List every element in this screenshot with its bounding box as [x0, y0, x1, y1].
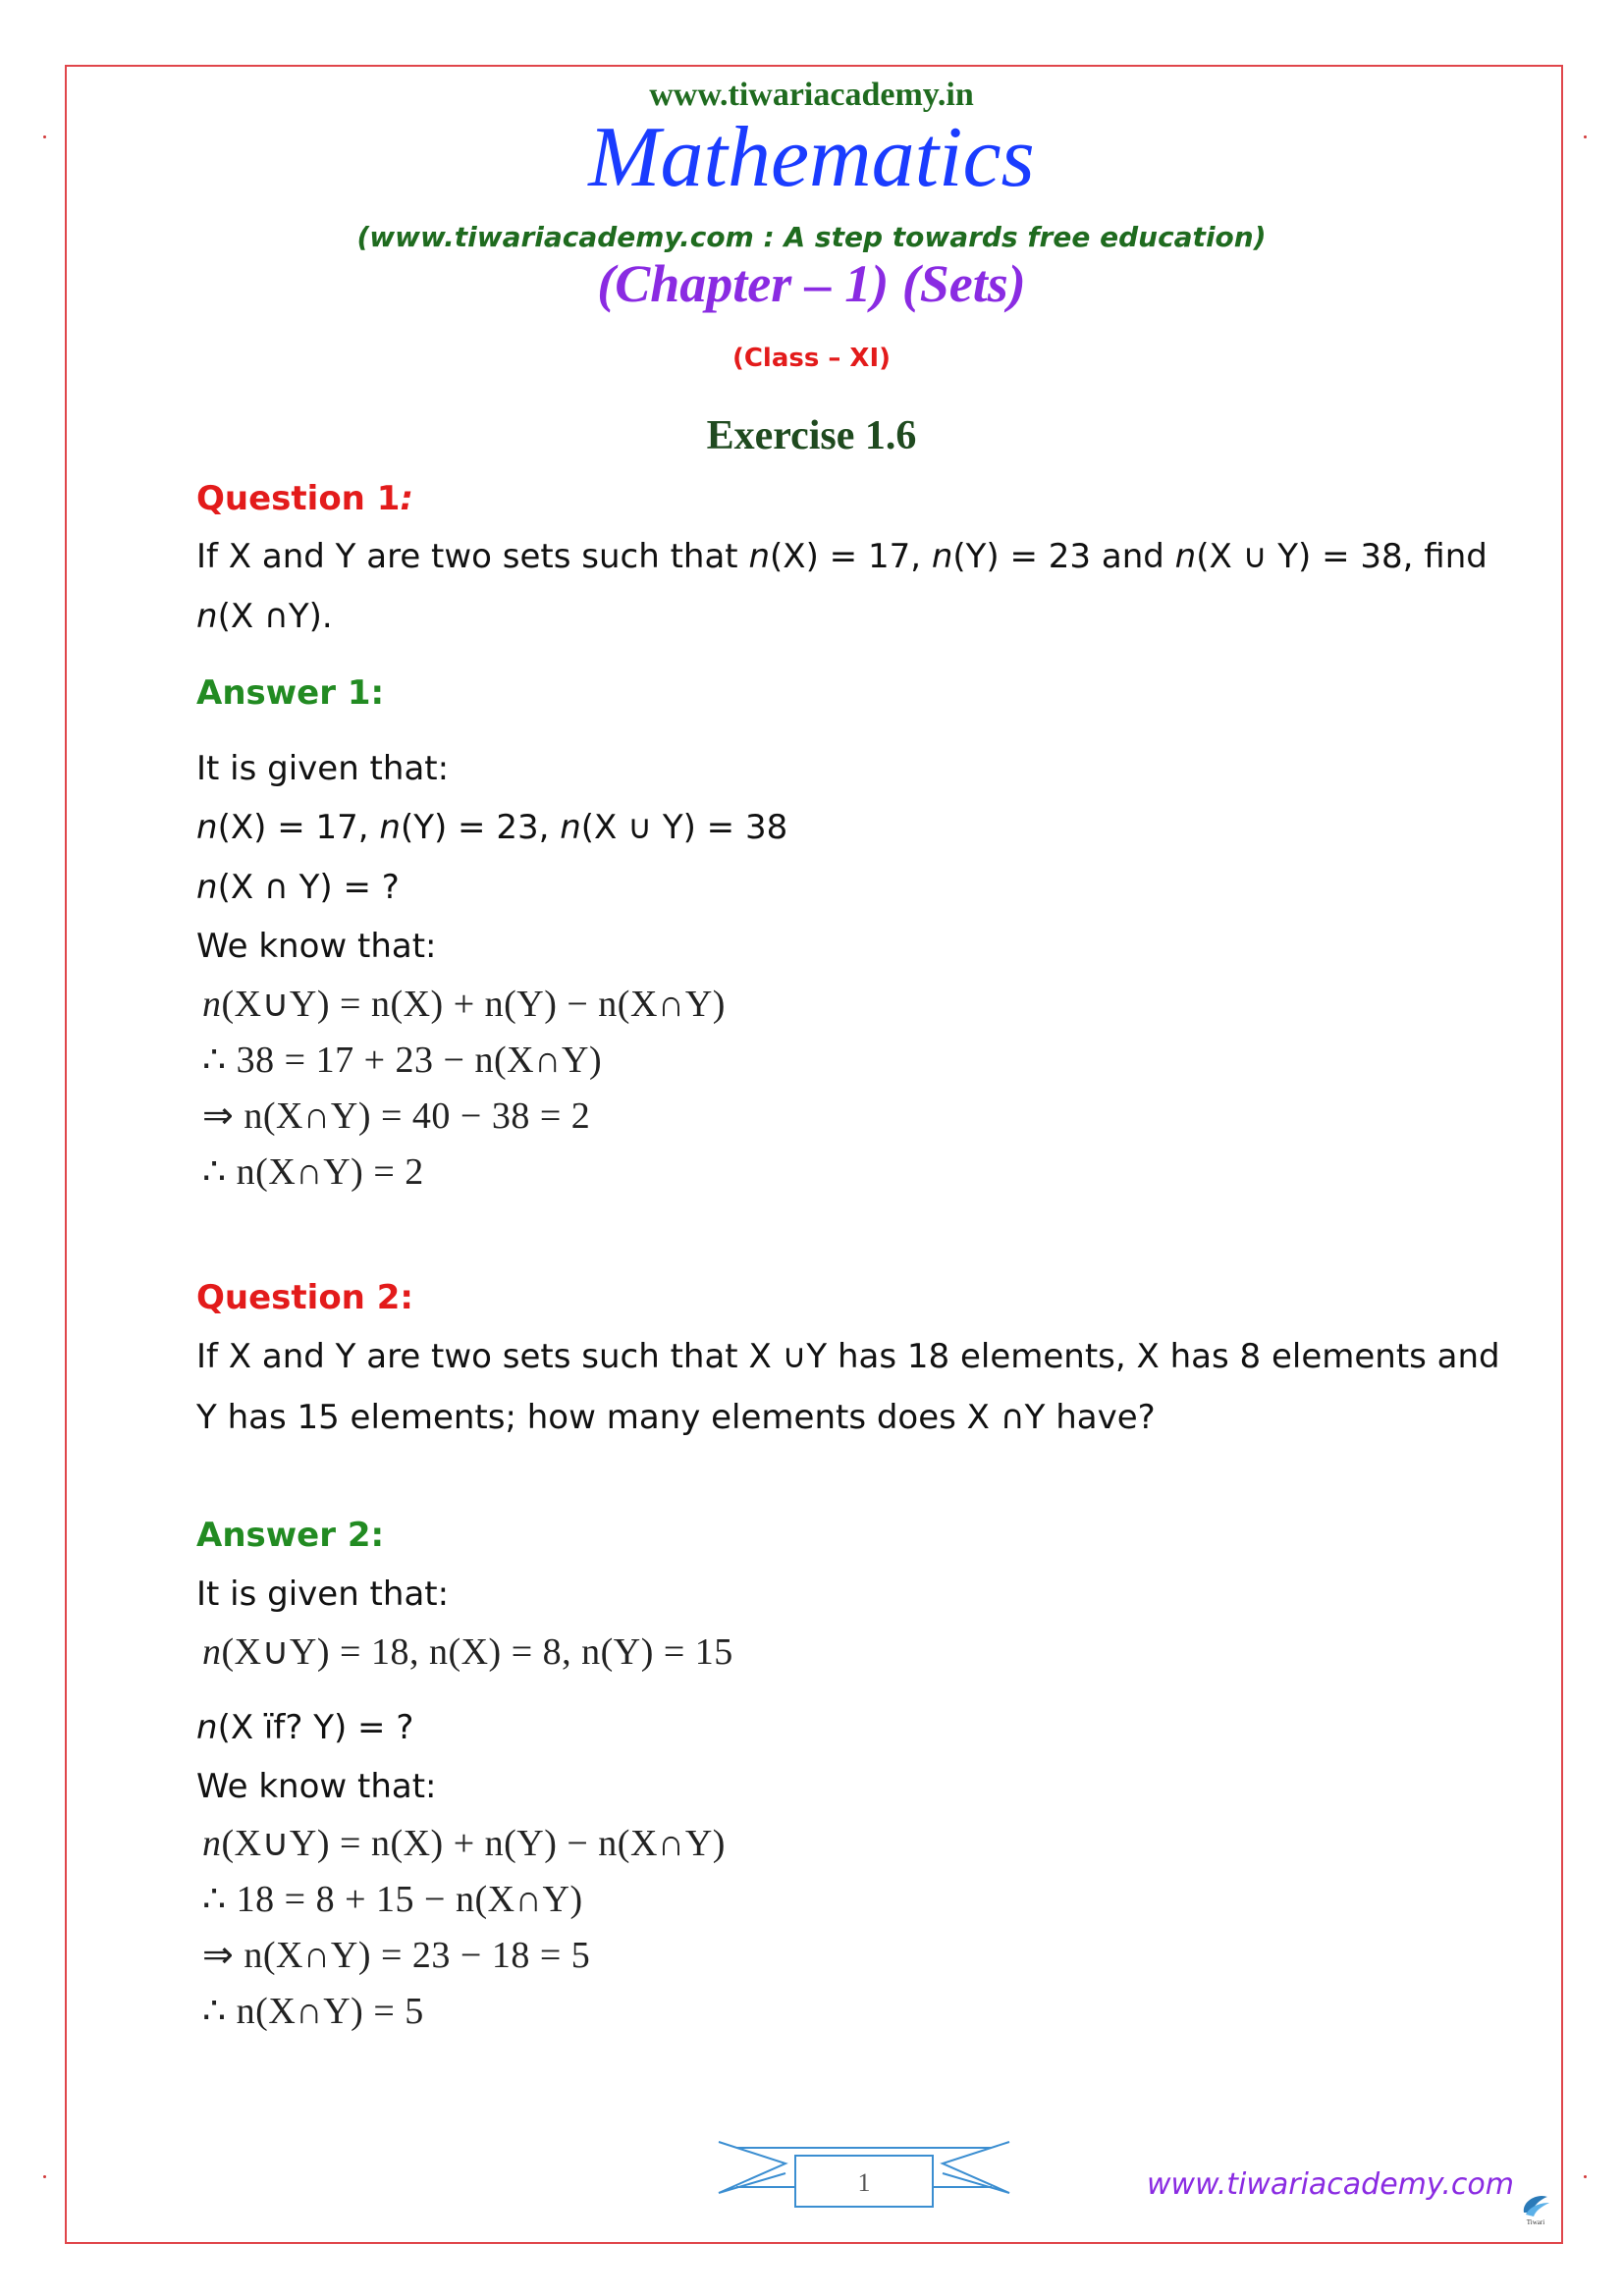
- answer-2-unknown: [196, 1708, 413, 1747]
- question-1-label-colon: :: [400, 479, 413, 518]
- answer-1-know: We know that:: [196, 927, 437, 966]
- a2-formula-text: (X∪Y) = n(X) + n(Y) − n(X∩Y): [221, 1823, 726, 1864]
- answer-2-result: ∴ n(X∩Y) = 5: [202, 1991, 424, 2032]
- q1-text: (X ∩Y).: [217, 597, 333, 636]
- a1-text: (X) = 17,: [217, 808, 380, 847]
- a1-text: (X ∪ Y) = 38: [580, 808, 788, 847]
- chapter-title: (Chapter – 1) (Sets): [597, 254, 1026, 313]
- question-1-label: [196, 479, 413, 518]
- question-2-line-1: If X and Y are two sets such that X ∪Y has 18 elements, X has 8 elements and: [196, 1337, 1500, 1376]
- a1-text: (Y) = 23,: [400, 808, 561, 847]
- q1-n: n: [196, 597, 218, 636]
- q1-text: (Y) = 23 and: [952, 537, 1175, 576]
- q1-n: n: [931, 537, 953, 576]
- a1-n: n: [196, 808, 218, 847]
- a1-n: n: [379, 808, 401, 847]
- class-label: (Class – XI): [731, 344, 892, 373]
- a2-values-text: (X∪Y) = 18, n(X) = 8, n(Y) = 15: [221, 1631, 733, 1673]
- question-2-label: Question 2:: [196, 1278, 413, 1317]
- logo-text: Tiwari: [1526, 2218, 1545, 2226]
- question-1-line-2: [196, 597, 333, 636]
- exercise-title: Exercise 1.6: [706, 413, 917, 458]
- site-url-top[interactable]: www.tiwariacademy.in: [649, 77, 974, 113]
- answer-2-step-1: ∴ 18 = 8 + 15 − n(X∩Y): [202, 1879, 583, 1920]
- q1-n: n: [1174, 537, 1197, 576]
- answer-1-result: ∴ n(X∩Y) = 2: [202, 1151, 424, 1193]
- subject-title: Mathematics: [588, 110, 1035, 205]
- q1-text: If X and Y are two sets such that: [196, 537, 749, 576]
- q1-n: n: [748, 537, 771, 576]
- answer-2-label: Answer 2:: [196, 1516, 385, 1555]
- answer-1-values: [196, 808, 787, 847]
- q1-text: (X) = 17,: [770, 537, 932, 576]
- a1-formula-text: (X∪Y) = n(X) + n(Y) − n(X∩Y): [221, 984, 726, 1025]
- answer-1-label: Answer 1:: [196, 673, 385, 713]
- answer-2-step-2: ⇒ n(X∩Y) = 23 − 18 = 5: [202, 1935, 591, 1976]
- a1-n: n: [196, 868, 218, 907]
- answer-2-values: n(X∪Y) = 18, n(X) = 8, n(Y) = 15: [202, 1631, 733, 1673]
- tiwari-logo-icon: [1520, 2191, 1551, 2226]
- answer-1-step-1: ∴ 38 = 17 + 23 − n(X∩Y): [202, 1040, 603, 1081]
- a1-n: n: [560, 808, 581, 847]
- page-number-ribbon: [717, 2140, 1011, 2209]
- corner-dot: [43, 2175, 46, 2178]
- page-number: 1: [857, 2168, 871, 2197]
- a2-n: n: [196, 1708, 218, 1747]
- answer-2-know: We know that:: [196, 1767, 437, 1806]
- a1-text: (X ∩ Y) = ?: [217, 868, 400, 907]
- corner-dot: [1584, 2175, 1587, 2178]
- q1-text: (X ∪ Y) = 38, find: [1196, 537, 1488, 576]
- question-1-label-text: Question 1: [196, 479, 401, 518]
- a2-text: (X ïf? Y) = ?: [217, 1708, 414, 1747]
- answer-1-formula: n(X∪Y) = n(X) + n(Y) − n(X∩Y): [202, 984, 726, 1025]
- tagline: (www.tiwariacademy.com : A step towards free education): [356, 221, 1267, 253]
- answer-1-step-2: ⇒ n(X∩Y) = 40 − 38 = 2: [202, 1095, 591, 1137]
- question-2-line-2: Y has 15 elements; how many elements does X ∩Y have?: [196, 1398, 1156, 1437]
- footer-site-url[interactable]: www.tiwariacademy.com: [1147, 2167, 1514, 2202]
- answer-2-given: It is given that:: [196, 1575, 450, 1614]
- answer-1-unknown: [196, 868, 400, 907]
- answer-2-formula: n(X∪Y) = n(X) + n(Y) − n(X∩Y): [202, 1823, 726, 1864]
- question-1-line-1: [196, 537, 1488, 576]
- answer-1-given: It is given that:: [196, 749, 450, 788]
